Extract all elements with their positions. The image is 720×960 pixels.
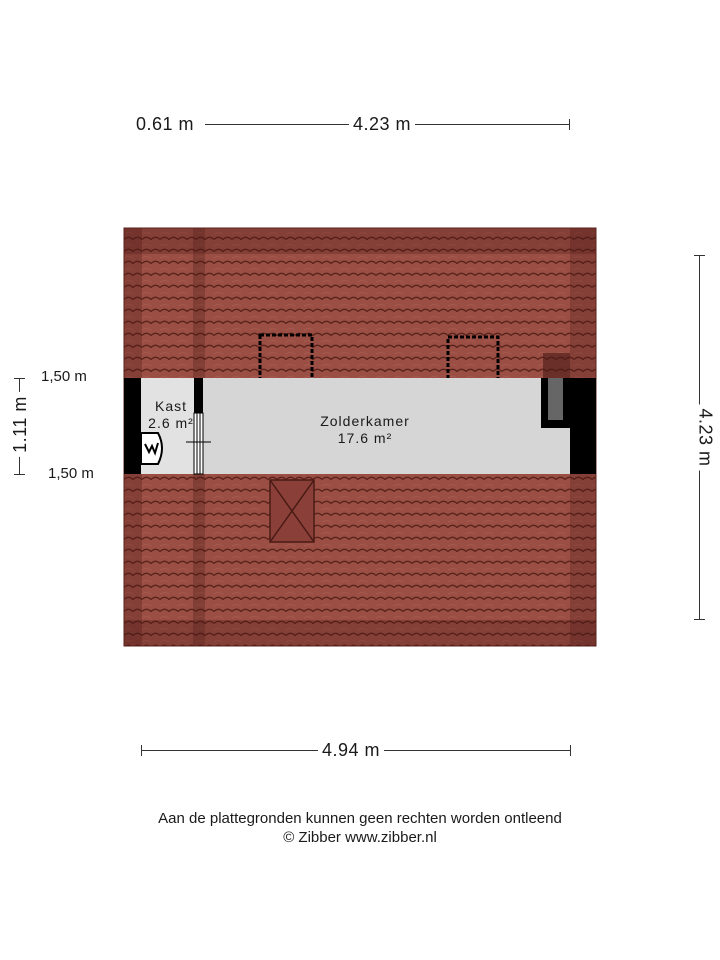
heater-icon xyxy=(141,433,162,464)
room-label-kast xyxy=(143,398,199,432)
right-dimension-label: 4.23 m xyxy=(695,404,716,470)
right-wall xyxy=(570,378,596,474)
room-name-zolderkamer: Zolderkamer xyxy=(320,413,410,429)
bottom-dimension-end-tick xyxy=(570,745,571,756)
hatch-icon xyxy=(270,480,314,542)
room-area-kast: 2.6 m² xyxy=(148,415,194,431)
left-wall xyxy=(124,378,141,474)
room-area-zolderkamer: 17.6 m² xyxy=(337,430,393,446)
bottom-dimension-end-tick xyxy=(141,745,142,756)
left-lower-height-label: 1,50 m xyxy=(48,465,94,482)
top-main-dimension-label: 4.23 m xyxy=(349,114,415,135)
left-upper-height-label: 1,50 m xyxy=(41,368,87,385)
top-left-dimension-label: 0.61 m xyxy=(132,114,198,135)
left-dimension-end-tick xyxy=(14,474,25,475)
left-dimension-end-tick xyxy=(14,378,25,379)
right-dimension-end-tick xyxy=(694,619,705,620)
bottom-dimension-label: 4.94 m xyxy=(318,740,384,761)
room-label-zolderkamer xyxy=(290,413,440,447)
left-dimension-label: 1.11 m xyxy=(10,392,31,457)
copyright-text: © Zibber www.zibber.nl xyxy=(283,829,437,846)
room-name-kast: Kast xyxy=(154,398,187,414)
disclaimer-text: Aan de plattegronden kunnen geen rechten worden ontleend xyxy=(158,810,562,827)
right-dimension-end-tick xyxy=(694,255,705,256)
